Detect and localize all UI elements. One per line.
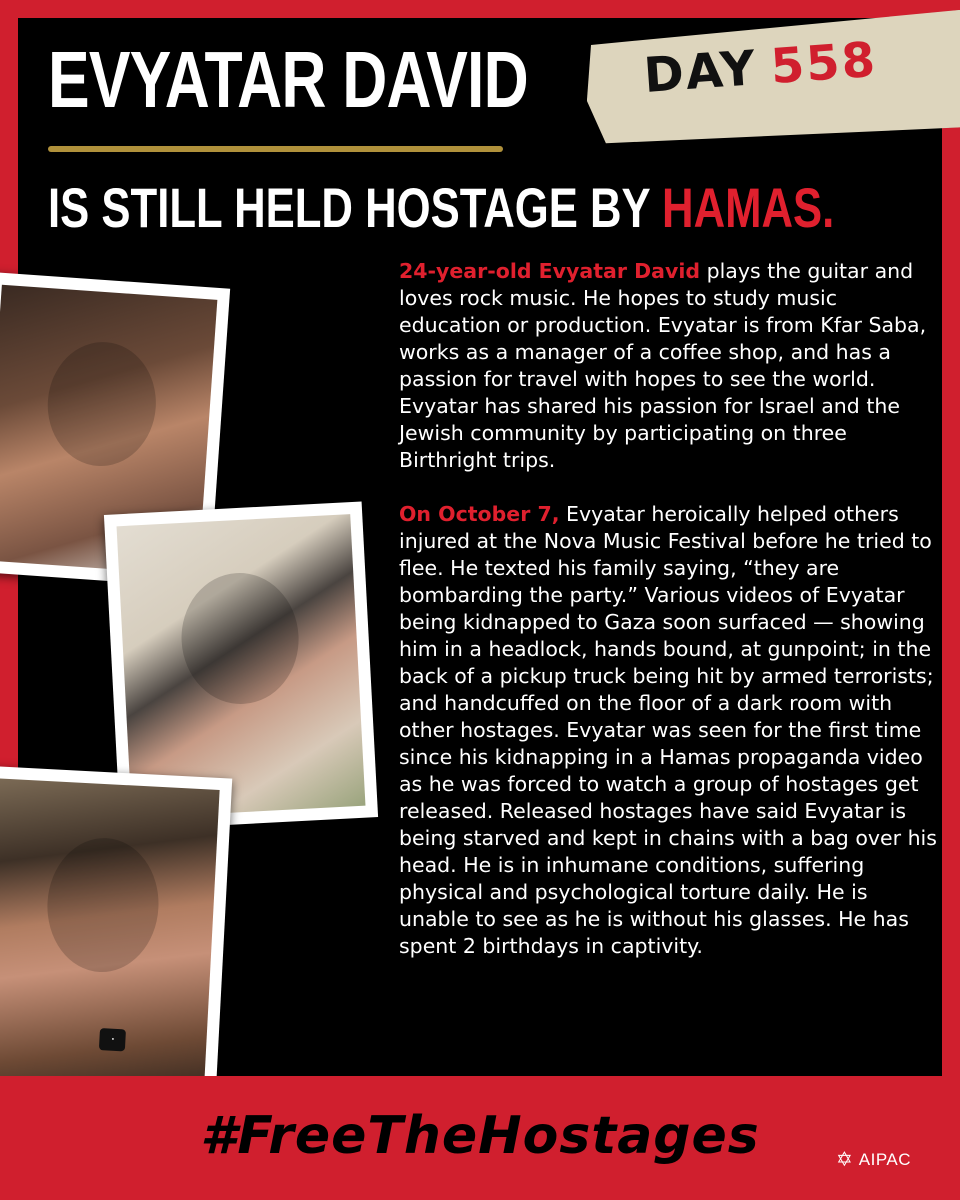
hostage-subtitle xyxy=(48,168,834,248)
aipac-logo-label: AIPAC xyxy=(858,1150,912,1169)
bio-paragraph-1 xyxy=(399,258,937,474)
hashtag-text: #FreeTheHostages xyxy=(200,1106,760,1166)
bio-p2-text: Evyatar heroically helped others injured at the Nova Music Festival before he tried to flee. He texted his family saying, “they are bombarding the party.” Various videos of Evyatar being kidnapped to Gaza soon surfaced — showing him in a headlock, hands bound, at gunpoint; in the back of a pickup truck being hit by armed terrorists; and handcuffed on the floor of a dark room with other hostages. Evyatar was seen for the first time since his kidnapping in a Hamas propaganda video as he was forced to watch a group of hostages get released. Released hostages have said Evyatar is being starved and kept in chains with a bag over his head. He is in inhumane conditions, suffering physical and psychological torture daily. He is unable to see as he is without his glasses. He has spent 2 birthdays in captivity. xyxy=(399,502,937,958)
red-frame-top xyxy=(0,0,960,18)
subtitle-text: IS STILL HELD HOSTAGE BY xyxy=(48,176,663,239)
aipac-logo xyxy=(836,1150,911,1170)
day-label: DAY xyxy=(642,40,759,104)
bio-p2-highlight: On October 7, xyxy=(399,502,560,526)
day-number: 558 xyxy=(768,31,879,96)
bio-p1-highlight: 24-year-old Evyatar David xyxy=(399,259,701,283)
hostage-name-title: EVYATAR DAVID xyxy=(48,35,528,124)
bio-p1-text: plays the guitar and loves rock music. He hopes to study music education or production. Evyatar is from Kfar Saba, works as a manager of a coffee shop, and has a passion for travel with hopes to see the world. Evyatar has shared his passion for Israel and the Jewish community by participating on three Birthright trips. xyxy=(399,259,927,472)
star-of-david-icon: ✡ xyxy=(836,1149,853,1171)
bio-paragraph-2 xyxy=(399,501,937,960)
red-frame-right xyxy=(942,0,960,1200)
bio-text xyxy=(399,258,937,960)
subtitle-highlight: HAMAS. xyxy=(662,176,835,239)
gold-underline xyxy=(48,146,503,152)
captivity-video-still-photo xyxy=(0,766,232,1100)
microphone-icon: ▪ xyxy=(99,1028,126,1051)
